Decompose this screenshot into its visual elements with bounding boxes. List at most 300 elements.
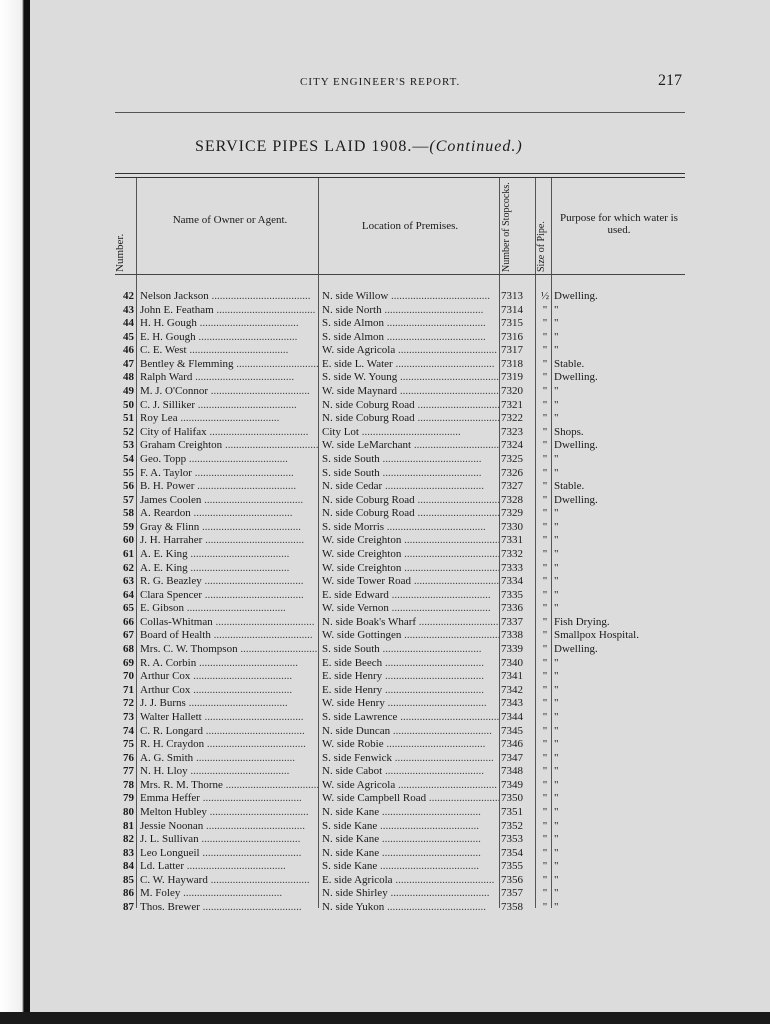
- premises-location: W. side Agricola .....: [322, 344, 500, 358]
- row-number: 58: [123, 507, 134, 520]
- pipe-size: ": [542, 480, 548, 493]
- pipe-size: ": [542, 344, 548, 357]
- pipe-size: ": [542, 887, 548, 900]
- stopcock-number: 7316: [501, 330, 523, 343]
- table-row: [30, 887, 770, 901]
- owner-name: John E. Featham .....: [140, 304, 318, 318]
- stopcock-number: 7353: [501, 833, 523, 846]
- owner-name: R. H. Craydon .....: [140, 738, 318, 752]
- stopcock-number: 7334: [501, 575, 523, 588]
- col-head-number: Number.: [114, 233, 126, 272]
- pipe-size: ": [542, 738, 548, 751]
- premises-location: N. side Coburg Road .....: [322, 399, 500, 413]
- row-number: 43: [123, 303, 134, 316]
- owner-name: Arthur Cox .....: [140, 670, 318, 684]
- row-number: 86: [123, 887, 134, 900]
- stopcock-number: 7342: [501, 683, 523, 696]
- table-top-rule: [115, 173, 685, 174]
- water-purpose: ": [554, 575, 559, 588]
- row-number: 52: [123, 425, 134, 438]
- table-top-rule-2: [115, 177, 685, 178]
- owner-name: Jessie Noonan .....: [140, 820, 318, 834]
- water-purpose: ": [554, 507, 559, 520]
- row-number: 45: [123, 330, 134, 343]
- premises-location: N. side Kane .....: [322, 806, 500, 820]
- premises-location: W. side Tower Road .....: [322, 575, 500, 589]
- water-purpose: ": [554, 547, 559, 560]
- water-purpose: ": [554, 534, 559, 547]
- owner-name: J. H. Harraher .....: [140, 534, 318, 548]
- row-number: 42: [123, 290, 134, 302]
- row-number: 57: [123, 493, 134, 506]
- pipe-size: ": [542, 547, 548, 560]
- row-number: 44: [123, 317, 134, 330]
- owner-name: James Coolen .....: [140, 494, 318, 508]
- table-row: [30, 643, 770, 657]
- table-row: [30, 820, 770, 834]
- owner-name: Collas-Whitman .....: [140, 616, 318, 630]
- premises-location: N. side Duncan .....: [322, 725, 500, 739]
- stopcock-number: 7321: [501, 398, 523, 411]
- premises-location: E. side Agricola .....: [322, 874, 500, 888]
- premises-location: W. side Campbell Road .....: [322, 792, 500, 806]
- water-purpose: ": [554, 452, 559, 465]
- stopcock-number: 7327: [501, 480, 523, 493]
- premises-location: S. side Kane .....: [322, 860, 500, 874]
- owner-name: Ralph Ward .....: [140, 371, 318, 385]
- water-purpose: ": [554, 819, 559, 832]
- table-title-main: SERVICE PIPES LAID 1908.—: [195, 138, 430, 155]
- table-row: [30, 453, 770, 467]
- table-row: [30, 480, 770, 494]
- pipe-size: ": [542, 724, 548, 737]
- water-purpose: Stable.: [554, 480, 585, 493]
- owner-name: R. A. Corbin .....: [140, 657, 318, 671]
- row-number: 72: [123, 697, 134, 710]
- water-purpose: Dwelling.: [554, 371, 598, 384]
- pipe-size: ": [542, 588, 548, 601]
- row-number: 66: [123, 615, 134, 628]
- premises-location: N. side Kane .....: [322, 833, 500, 847]
- row-number: 78: [123, 778, 134, 791]
- stopcock-number: 7326: [501, 466, 523, 479]
- stopcock-number: 7350: [501, 792, 523, 805]
- premises-location: W. side Maynard .....: [322, 385, 500, 399]
- stopcock-number: 7333: [501, 561, 523, 574]
- table-header-rule: [115, 274, 685, 275]
- row-number: 83: [123, 846, 134, 859]
- pipe-size: ": [542, 317, 548, 330]
- stopcock-number: 7344: [501, 710, 523, 723]
- owner-name: H. H. Gough .....: [140, 317, 318, 331]
- pipe-size: ": [542, 303, 548, 316]
- row-number: 51: [123, 412, 134, 425]
- row-number: 60: [123, 534, 134, 547]
- owner-name: Bentley & Flemming .....: [140, 358, 318, 372]
- premises-location: N. side North .....: [322, 304, 500, 318]
- water-purpose: ": [554, 683, 559, 696]
- premises-location: N. side Coburg Road .....: [322, 494, 500, 508]
- table-row: [30, 521, 770, 535]
- premises-location: N. side Coburg Road .....: [322, 507, 500, 521]
- premises-location: W. side Gottingen .....: [322, 629, 500, 643]
- owner-name: A. G. Smith .....: [140, 752, 318, 766]
- stopcock-number: 7331: [501, 534, 523, 547]
- stopcock-number: 7339: [501, 643, 523, 656]
- stopcock-number: 7355: [501, 860, 523, 873]
- table-row: [30, 575, 770, 589]
- stopcock-number: 7356: [501, 873, 523, 886]
- stopcock-number: 7335: [501, 588, 523, 601]
- table-row: [30, 331, 770, 345]
- water-purpose: ": [554, 412, 559, 425]
- water-purpose: ": [554, 873, 559, 886]
- row-number: 59: [123, 520, 134, 533]
- table-row: [30, 439, 770, 453]
- pipe-size: ": [542, 507, 548, 520]
- pipe-size: ": [542, 575, 548, 588]
- table-row: [30, 616, 770, 630]
- header-rule: [115, 112, 685, 113]
- stopcock-number: 7337: [501, 615, 523, 628]
- premises-location: E. side Edward .....: [322, 589, 500, 603]
- col-head-name: Name of Owner or Agent.: [172, 214, 288, 226]
- water-purpose: Dwelling.: [554, 493, 598, 506]
- pipe-size: ": [542, 765, 548, 778]
- table-row: [30, 901, 770, 915]
- premises-location: W. side Henry .....: [322, 697, 500, 711]
- water-purpose: Fish Drying.: [554, 615, 610, 628]
- premises-location: N. side Cabot .....: [322, 765, 500, 779]
- table-row: [30, 371, 770, 385]
- premises-location: S. side Kane .....: [322, 820, 500, 834]
- table-row: [30, 806, 770, 820]
- table-row: [30, 467, 770, 481]
- row-number: 73: [123, 710, 134, 723]
- table-body: [30, 290, 770, 915]
- owner-name: C. R. Longard .....: [140, 725, 318, 739]
- pipe-size: ": [542, 412, 548, 425]
- water-purpose: ": [554, 901, 559, 914]
- owner-name: Thos. Brewer .....: [140, 901, 318, 915]
- pipe-size: ": [542, 371, 548, 384]
- row-number: 79: [123, 792, 134, 805]
- water-purpose: ": [554, 344, 559, 357]
- owner-name: Gray & Flinn .....: [140, 521, 318, 535]
- stopcock-number: 7314: [501, 303, 523, 316]
- water-purpose: ": [554, 330, 559, 343]
- pipe-size: ": [542, 385, 548, 398]
- stopcock-number: 7346: [501, 738, 523, 751]
- pipe-size: ": [542, 466, 548, 479]
- row-number: 84: [123, 860, 134, 873]
- water-purpose: ": [554, 765, 559, 778]
- owner-name: A. Reardon .....: [140, 507, 318, 521]
- water-purpose: ": [554, 697, 559, 710]
- stopcock-number: 7336: [501, 602, 523, 615]
- row-number: 70: [123, 670, 134, 683]
- water-purpose: ": [554, 887, 559, 900]
- owner-name: J. J. Burns .....: [140, 697, 318, 711]
- document-page: [30, 0, 770, 1012]
- owner-name: B. H. Power .....: [140, 480, 318, 494]
- pipe-size: ": [542, 901, 548, 914]
- stopcock-number: 7352: [501, 819, 523, 832]
- table-row: [30, 534, 770, 548]
- stopcock-number: 7330: [501, 520, 523, 533]
- pipe-size: ": [542, 833, 548, 846]
- row-number: 54: [123, 452, 134, 465]
- row-number: 55: [123, 466, 134, 479]
- owner-name: Board of Health .....: [140, 629, 318, 643]
- water-purpose: ": [554, 670, 559, 683]
- row-number: 82: [123, 833, 134, 846]
- owner-name: C. E. West .....: [140, 344, 318, 358]
- premises-location: S. side Fenwick .....: [322, 752, 500, 766]
- owner-name: R. G. Beazley .....: [140, 575, 318, 589]
- table-row: [30, 711, 770, 725]
- table-row: [30, 792, 770, 806]
- owner-name: M. Foley .....: [140, 887, 318, 901]
- table-row: [30, 494, 770, 508]
- table-row: [30, 562, 770, 576]
- premises-location: W. side Robie .....: [322, 738, 500, 752]
- premises-location: N. side Yukon .....: [322, 901, 500, 915]
- stopcock-number: 7347: [501, 751, 523, 764]
- pipe-size: ": [542, 792, 548, 805]
- stopcock-number: 7313: [501, 290, 523, 302]
- water-purpose: ": [554, 303, 559, 316]
- stopcock-number: 7315: [501, 317, 523, 330]
- stopcock-number: 7323: [501, 425, 523, 438]
- row-number: 65: [123, 602, 134, 615]
- stopcock-number: 7354: [501, 846, 523, 859]
- water-purpose: Smallpox Hospital.: [554, 629, 639, 642]
- table-row: [30, 697, 770, 711]
- water-purpose: ": [554, 602, 559, 615]
- table-title-continued: (Continued.): [429, 138, 523, 155]
- premises-location: E. side L. Water .....: [322, 358, 500, 372]
- premises-location: N. side Boak's Wharf .....: [322, 616, 500, 630]
- table-row: [30, 548, 770, 562]
- row-number: 47: [123, 357, 134, 370]
- owner-name: Melton Hubley .....: [140, 806, 318, 820]
- premises-location: E. side Henry .....: [322, 684, 500, 698]
- stopcock-number: 7343: [501, 697, 523, 710]
- stopcock-number: 7325: [501, 452, 523, 465]
- premises-location: N. side Shirley .....: [322, 887, 500, 901]
- pipe-size: ½: [540, 290, 550, 302]
- pipe-size: ": [542, 425, 548, 438]
- table-row: [30, 765, 770, 779]
- page-number: 217: [658, 72, 682, 89]
- pipe-size: ": [542, 452, 548, 465]
- premises-location: S. side Almon .....: [322, 317, 500, 331]
- owner-name: F. A. Taylor .....: [140, 467, 318, 481]
- owner-name: Ld. Latter .....: [140, 860, 318, 874]
- pipe-size: ": [542, 683, 548, 696]
- premises-location: W. side Agricola .....: [322, 779, 500, 793]
- stopcock-number: 7318: [501, 357, 523, 370]
- row-number: 68: [123, 643, 134, 656]
- row-number: 48: [123, 371, 134, 384]
- table-row: [30, 290, 770, 304]
- water-purpose: ": [554, 724, 559, 737]
- stopcock-number: 7324: [501, 439, 523, 452]
- pipe-size: ": [542, 534, 548, 547]
- owner-name: Mrs. C. W. Thompson .....: [140, 643, 318, 657]
- owner-name: C. W. Hayward .....: [140, 874, 318, 888]
- table-row: [30, 779, 770, 793]
- premises-location: S. side South .....: [322, 643, 500, 657]
- table-row: [30, 670, 770, 684]
- premises-location: S. side Lawrence .....: [322, 711, 500, 725]
- row-number: 64: [123, 588, 134, 601]
- table-row: [30, 602, 770, 616]
- pipe-size: ": [542, 710, 548, 723]
- water-purpose: Dwelling.: [554, 290, 598, 302]
- owner-name: N. H. Lloy .....: [140, 765, 318, 779]
- stopcock-number: 7358: [501, 901, 523, 914]
- owner-name: City of Halifax .....: [140, 426, 318, 440]
- row-number: 69: [123, 656, 134, 669]
- stopcock-number: 7320: [501, 385, 523, 398]
- stopcock-number: 7357: [501, 887, 523, 900]
- row-number: 75: [123, 738, 134, 751]
- premises-location: W. side Creighton .....: [322, 534, 500, 548]
- owner-name: M. J. O'Connor .....: [140, 385, 318, 399]
- premises-location: S. side W. Young .....: [322, 371, 500, 385]
- row-number: 49: [123, 385, 134, 398]
- water-purpose: ": [554, 846, 559, 859]
- pipe-size: ": [542, 439, 548, 452]
- table-row: [30, 358, 770, 372]
- pipe-size: ": [542, 629, 548, 642]
- pipe-size: ": [542, 398, 548, 411]
- pipe-size: ": [542, 656, 548, 669]
- water-purpose: Dwelling.: [554, 643, 598, 656]
- owner-name: Arthur Cox .....: [140, 684, 318, 698]
- pipe-size: ": [542, 357, 548, 370]
- table-row: [30, 426, 770, 440]
- table-row: [30, 684, 770, 698]
- row-number: 56: [123, 480, 134, 493]
- row-number: 74: [123, 724, 134, 737]
- stopcock-number: 7317: [501, 344, 523, 357]
- water-purpose: ": [554, 805, 559, 818]
- running-head: CITY ENGINEER'S REPORT.: [300, 76, 461, 88]
- pipe-size: ": [542, 643, 548, 656]
- water-purpose: ": [554, 398, 559, 411]
- row-number: 53: [123, 439, 134, 452]
- stopcock-number: 7338: [501, 629, 523, 642]
- row-number: 81: [123, 819, 134, 832]
- pipe-size: ": [542, 751, 548, 764]
- owner-name: Clara Spencer .....: [140, 589, 318, 603]
- pipe-size: ": [542, 778, 548, 791]
- owner-name: Roy Lea .....: [140, 412, 318, 426]
- table-row: [30, 847, 770, 861]
- col-head-size: Size of Pipe.: [536, 221, 547, 272]
- table-row: [30, 589, 770, 603]
- water-purpose: ": [554, 833, 559, 846]
- owner-name: Emma Heffer .....: [140, 792, 318, 806]
- col-head-stopcocks: Number of Stopcocks.: [501, 182, 512, 272]
- stopcock-number: 7322: [501, 412, 523, 425]
- owner-name: J. L. Sullivan .....: [140, 833, 318, 847]
- pipe-size: ": [542, 602, 548, 615]
- premises-location: S. side South .....: [322, 467, 500, 481]
- water-purpose: ": [554, 385, 559, 398]
- pipe-size: ": [542, 330, 548, 343]
- premises-location: N. side Cedar .....: [322, 480, 500, 494]
- water-purpose: ": [554, 792, 559, 805]
- table-row: [30, 344, 770, 358]
- water-purpose: ": [554, 588, 559, 601]
- owner-name: A. E. King .....: [140, 548, 318, 562]
- water-purpose: ": [554, 520, 559, 533]
- pipe-size: ": [542, 860, 548, 873]
- stopcock-number: 7332: [501, 547, 523, 560]
- table-row: [30, 752, 770, 766]
- premises-location: W. side LeMarchant .....: [322, 439, 500, 453]
- premises-location: N. side Coburg Road .....: [322, 412, 500, 426]
- premises-location: S. side Morris .....: [322, 521, 500, 535]
- row-number: 80: [123, 805, 134, 818]
- row-number: 61: [123, 547, 134, 560]
- pipe-size: ": [542, 615, 548, 628]
- water-purpose: ": [554, 656, 559, 669]
- table-row: [30, 725, 770, 739]
- row-number: 63: [123, 575, 134, 588]
- pipe-size: ": [542, 805, 548, 818]
- premises-location: N. side Kane .....: [322, 847, 500, 861]
- pipe-size: ": [542, 493, 548, 506]
- col-head-purpose: Purpose for which water is used.: [560, 212, 678, 236]
- table-row: [30, 385, 770, 399]
- row-number: 50: [123, 398, 134, 411]
- pipe-size: ": [542, 670, 548, 683]
- row-number: 87: [123, 901, 134, 914]
- owner-name: Nelson Jackson .....: [140, 290, 318, 304]
- stopcock-number: 7348: [501, 765, 523, 778]
- water-purpose: ": [554, 561, 559, 574]
- stopcock-number: 7340: [501, 656, 523, 669]
- premises-location: E. side Henry .....: [322, 670, 500, 684]
- row-number: 77: [123, 765, 134, 778]
- water-purpose: ": [554, 710, 559, 723]
- water-purpose: ": [554, 738, 559, 751]
- pipe-size: ": [542, 697, 548, 710]
- table-title: [195, 138, 523, 156]
- premises-location: S. side South .....: [322, 453, 500, 467]
- table-row: [30, 507, 770, 521]
- stopcock-number: 7329: [501, 507, 523, 520]
- water-purpose: ": [554, 778, 559, 791]
- water-purpose: ": [554, 317, 559, 330]
- owner-name: E. Gibson .....: [140, 602, 318, 616]
- pipe-size: ": [542, 561, 548, 574]
- col-head-location: Location of Premises.: [361, 220, 459, 232]
- owner-name: Mrs. R. M. Thorne .....: [140, 779, 318, 793]
- table-row: [30, 657, 770, 671]
- row-number: 62: [123, 561, 134, 574]
- table-row: [30, 833, 770, 847]
- pipe-size: ": [542, 819, 548, 832]
- water-purpose: ": [554, 466, 559, 479]
- water-purpose: Dwelling.: [554, 439, 598, 452]
- owner-name: Geo. Topp .....: [140, 453, 318, 467]
